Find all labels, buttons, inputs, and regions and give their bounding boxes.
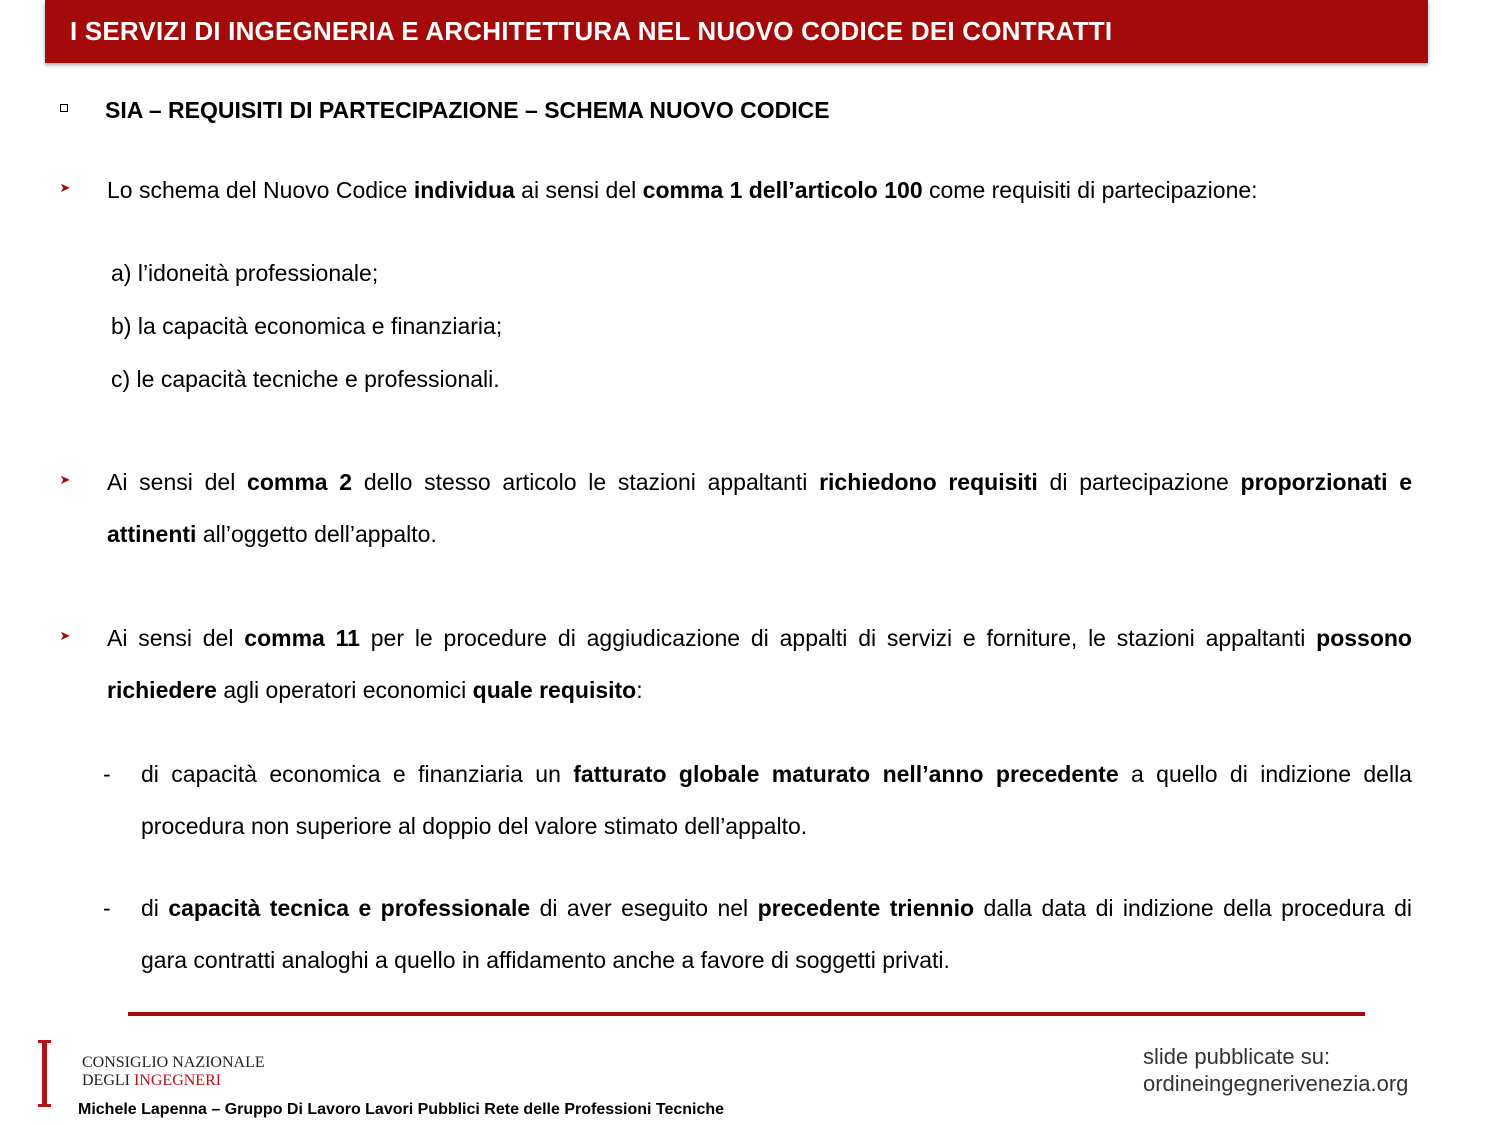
bold-text: quale requisito [472, 677, 637, 703]
paragraph-requirements-intro [107, 164, 1412, 216]
square-bullet-icon [60, 104, 68, 112]
dash-bullet: - [103, 895, 111, 921]
text: Lo schema del Nuovo Codice [107, 177, 414, 203]
arrowhead-bullet-icon: ➤ [59, 472, 71, 487]
text: : [636, 677, 643, 703]
requirement-item-a: a) l’idoneità professionale; [111, 260, 379, 286]
text: ai sensi del [514, 177, 643, 203]
sub-item-technical-capacity [141, 882, 1412, 986]
text: di [141, 895, 169, 921]
text: dalla data di indizione della procedura di gara contratti analoghi a quello in affidamento anche a favore di soggetti privati. [141, 895, 1413, 973]
dash-bullet: - [103, 761, 111, 787]
text: Ai sensi del [107, 469, 248, 495]
text: dello stesso articolo le stazioni appaltanti [352, 469, 820, 495]
logo-text: DEGLI [82, 1072, 134, 1089]
logo-mark-serif-bottom [38, 1104, 51, 1107]
bold-text: individua [413, 177, 515, 203]
text: di partecipazione [1037, 469, 1241, 495]
text: agli operatori economici [216, 677, 473, 703]
logo-mark-icon [42, 1040, 47, 1107]
paragraph-comma-2 [107, 456, 1412, 560]
arrowhead-bullet-icon: ➤ [59, 180, 71, 195]
bold-text: comma 11 [244, 625, 360, 651]
logo-text-line1: CONSIGLIO NAZIONALE [82, 1054, 265, 1071]
requirement-item-c: c) le capacità tecniche e professionali. [111, 366, 500, 392]
bold-text: capacità tecnica e professionale [168, 895, 531, 921]
published-label: slide pubblicate su: [1143, 1044, 1331, 1069]
bold-text: richiedono requisiti [819, 469, 1038, 495]
text: di capacità economica e finanziaria un [141, 761, 574, 787]
text: a quello di indizione della procedura non superiore al doppio del valore stimato dell’appalto. [141, 761, 1412, 839]
logo-mark-serif-top [38, 1040, 51, 1043]
published-on [1143, 1043, 1408, 1097]
bold-text: comma 2 [247, 469, 353, 495]
bold-text: precedente triennio [757, 895, 975, 921]
bold-text: fatturato globale maturato nell’anno precedente [573, 761, 1119, 787]
published-site: ordineingegnerivenezia.org [1143, 1071, 1409, 1096]
bold-text: comma 1 dell’articolo 100 [642, 177, 923, 203]
arrowhead-bullet-icon: ➤ [59, 628, 71, 643]
logo-text-line2 [82, 1072, 221, 1090]
title-bar [45, 0, 1428, 63]
footer-author: Michele Lapenna – Gruppo Di Lavoro Lavori Pubblici Rete delle Professioni Tecniche [78, 1101, 725, 1118]
bold-text: proporzionati e attinenti [107, 469, 1412, 547]
section-heading: SIA – REQUISITI DI PARTECIPAZIONE – SCHEMA NUOVO CODICE [105, 97, 830, 123]
sub-item-economic-capacity [141, 748, 1412, 852]
text: Ai sensi del [107, 625, 245, 651]
text: all’oggetto dell’appalto. [196, 521, 437, 547]
bold-text: possono richiedere [107, 625, 1412, 703]
footer-divider [128, 1012, 1365, 1016]
logo-text-accent: INGEGNERI [133, 1072, 222, 1089]
paragraph-comma-11 [107, 612, 1412, 716]
requirement-item-b: b) la capacità economica e finanziaria; [111, 313, 503, 339]
text: come requisiti di partecipazione: [922, 177, 1258, 203]
text: di aver eseguito nel [530, 895, 758, 921]
slide-title: I SERVIZI DI INGEGNERIA E ARCHITETTURA NEL NUOVO CODICE DEI CONTRATTI [70, 16, 1113, 46]
text: per le procedure di aggiudicazione di appalti di servizi e forniture, le stazioni appaltanti [359, 625, 1317, 651]
